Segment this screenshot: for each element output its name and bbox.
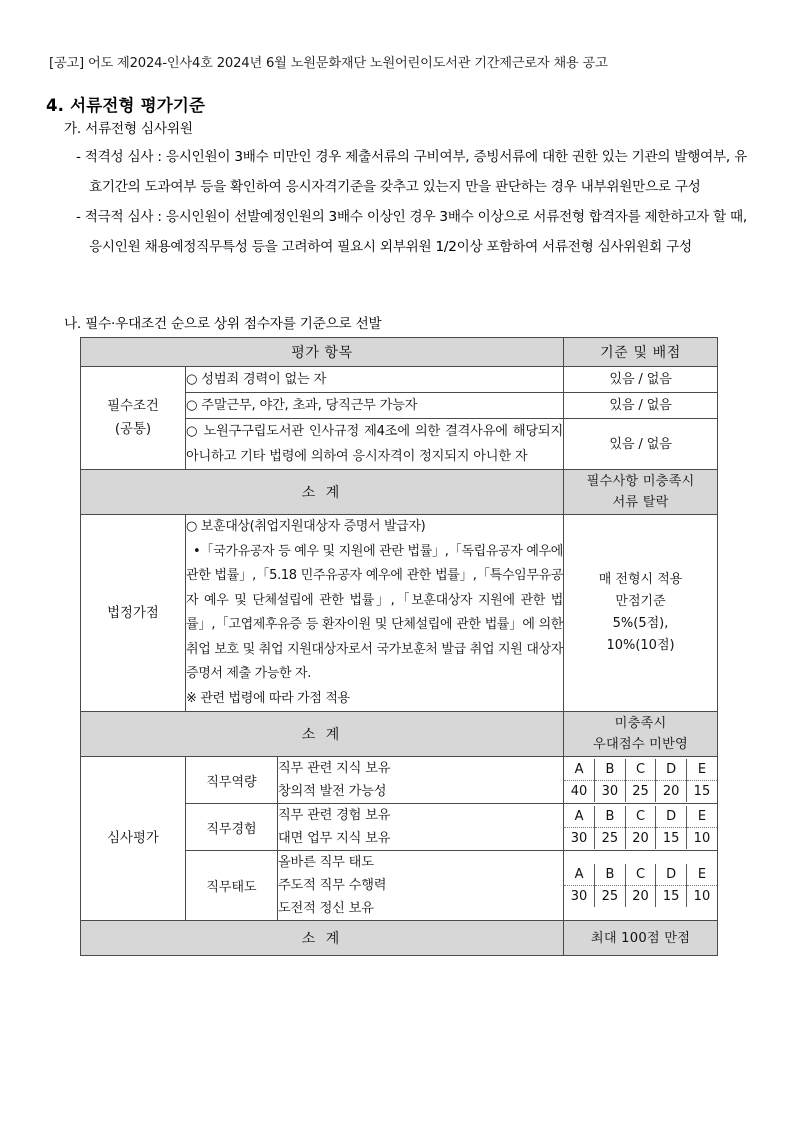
grade-letter: C <box>625 759 656 781</box>
eval-item: 대면 업무 지식 보유 <box>278 831 391 846</box>
legal-bonus-criteria <box>564 515 718 712</box>
eval-group-name-0: 직무역량 <box>186 757 278 804</box>
grade-letters-row <box>564 864 717 886</box>
grade-score: 15 <box>693 783 711 799</box>
category-evaluation: 심사평가 <box>81 757 186 921</box>
required-subtotal-criteria <box>564 470 718 515</box>
grade-letter: D <box>656 864 687 886</box>
grade-letter: A <box>564 806 595 828</box>
grade-score: 15 <box>656 886 687 908</box>
subsection-b-title: 나. 필수·우대조건 순으로 상위 점수자를 기준으로 선발 <box>64 316 382 332</box>
table-row-subtotal <box>81 470 718 515</box>
grade-grid <box>564 806 717 849</box>
grade-scores-row <box>564 827 717 849</box>
bullet-qualification-review: - 적격성 심사 : 응시인원이 3배수 미만인 경우 제출서류의 구비여부, 증빙서류에 대한 권한 있는 기관의 발행여부, 유효기간의 도과여부 등을 확인하여 응시자격기준을 갖추고 있는지 만을 판단하는 경우 내부위원만으로 구성 <box>76 149 747 195</box>
category-required-label: 필수조건 <box>107 399 159 414</box>
required-subtotal-label: 소 계 <box>81 470 564 515</box>
legal-criteria-line-1: 매 전형시 적용 <box>598 572 683 587</box>
grade-scores-row <box>564 780 717 802</box>
evaluation-criteria-table <box>80 337 718 956</box>
legal-bonus-statutes: •「국가유공자 등 예우 및 지원에 관란 법률」,「독립유공자 예우에 관한 법률」,「5.18 민주유공자 예우에 관한 법률」,「특수임무유공자 예우 및 단체설립에 관한 법률」,「보훈대상자 지원에 관한 법률」,「고엽제후유증 등 환자이원 및 단체설립에 관한 법률」에 의한 취업 보호 및 취업 지원대상자로서 국가보훈처 발급 취업 지원 대상자 증명서 제출 가능한 자. <box>186 543 564 681</box>
legal-criteria-line-4: 10%(10점) <box>606 638 675 653</box>
category-required <box>81 367 186 470</box>
legal-bonus-intro: ○ 보훈대상(취업지원대상자 증명서 발급자) <box>186 519 426 534</box>
required-subtotal-line1: 필수사항 미충족시 <box>586 474 695 489</box>
eval-scores-1 <box>564 804 718 851</box>
table-header-row <box>81 338 718 367</box>
grade-letter: A <box>564 759 595 781</box>
eval-group-items-1 <box>278 804 564 851</box>
grade-letter: A <box>564 864 595 886</box>
page-title: 4. 서류전형 평가기준 <box>46 96 206 115</box>
required-item-3: ○ 노원구구립도서관 인사규정 제4조에 의한 결격사유에 해당되지 아니하고 기타 법령에 의하여 응시자격이 정지되지 아니한 자 <box>186 419 564 470</box>
legal-subtotal-line1: 미충족시 <box>614 716 667 731</box>
table-row-subtotal <box>81 712 718 757</box>
legal-criteria-line-2: 만점기준 <box>615 594 666 609</box>
evaluation-subtotal-label: 소 계 <box>81 921 564 956</box>
grade-letter: D <box>656 806 687 828</box>
grade-letters-row <box>564 759 717 781</box>
eval-item: 올바른 직무 태도 <box>278 855 374 870</box>
grade-letter: B <box>595 864 626 886</box>
eval-item: 창의적 발전 가능성 <box>278 784 387 799</box>
evaluation-criteria-table-wrapper <box>80 337 717 956</box>
grade-score: 20 <box>625 886 656 908</box>
category-legal-bonus: 법정가점 <box>81 515 186 712</box>
grade-letter: B <box>595 759 626 781</box>
required-subtotal-line2: 서류 탈락 <box>612 495 669 510</box>
grade-grid <box>564 864 717 907</box>
eval-item: 주도적 직무 수행력 <box>278 878 387 893</box>
grade-score: 30 <box>564 886 595 908</box>
legal-subtotal-label: 소 계 <box>81 712 564 757</box>
eval-item: 직무 관련 지식 보유 <box>278 761 391 776</box>
eval-group-name-1: 직무경험 <box>186 804 278 851</box>
table-row <box>81 757 718 804</box>
evaluation-subtotal-criteria: 최대 100점 만점 <box>564 921 718 956</box>
grade-score: 40 <box>564 780 595 802</box>
category-required-sub: (공통) <box>114 422 152 437</box>
grade-letter: E <box>686 759 717 781</box>
grade-score: 30 <box>564 827 595 849</box>
eval-group-name-2: 직무태도 <box>186 851 278 921</box>
table-row <box>81 515 718 712</box>
legal-bonus-description <box>186 515 564 712</box>
header-criteria-points: 기준 및 배점 <box>564 338 718 367</box>
legal-subtotal-line2: 우대점수 미반영 <box>593 737 688 752</box>
grade-score: 20 <box>656 780 687 802</box>
grade-letter: C <box>625 806 656 828</box>
table-row-subtotal <box>81 921 718 956</box>
grade-letter: E <box>686 864 717 886</box>
grade-letter: D <box>656 759 687 781</box>
grade-score: 25 <box>625 780 656 802</box>
grade-letters-row <box>564 806 717 828</box>
intro-paragraphs <box>64 119 764 262</box>
grade-scores-row <box>564 886 717 908</box>
grade-letter: B <box>595 806 626 828</box>
legal-criteria-line-3: 5%(5점), <box>612 616 669 631</box>
eval-scores-2 <box>564 851 718 921</box>
eval-item: 도전적 정신 보유 <box>278 901 374 916</box>
required-item-2: ○ 주말근무, 야간, 초과, 당직근무 가능자 <box>186 393 564 419</box>
grade-letter: C <box>625 864 656 886</box>
grade-letter: E <box>686 806 717 828</box>
eval-group-items-2 <box>278 851 564 921</box>
grade-score: 25 <box>595 827 626 849</box>
eval-scores-0 <box>564 757 718 804</box>
grade-score: 20 <box>625 827 656 849</box>
eval-item: 직무 관련 경험 보유 <box>278 808 391 823</box>
bullet-active-review: - 적극적 심사 : 응시인원이 선발예정인원의 3배수 이상인 경우 3배수 이상으로 서류전형 합격자를 제한하고자 할 때, 응시인원 채용예정직무특성 등을 고려하여 필요시 외부위원 1/2이상 포함하여 서류전형 심사위원회 구성 <box>76 209 747 255</box>
required-criteria-3: 있음 / 없음 <box>564 419 718 470</box>
grade-score: 15 <box>656 827 687 849</box>
legal-bonus-note: ※ 관련 법령에 따라 가점 적용 <box>186 690 350 706</box>
grade-score: 10 <box>693 889 711 904</box>
table-row <box>81 367 718 393</box>
required-criteria-1: 있음 / 없음 <box>564 367 718 393</box>
legal-subtotal-criteria <box>564 712 718 757</box>
header-evaluation-items: 평가 항목 <box>81 338 564 367</box>
document-header-line: [공고] 어도 제2024-인사4호 2024년 6월 노원문화재단 노원어린이도서관 기간제근로자 채용 공고 <box>49 56 608 71</box>
grade-score: 25 <box>595 886 626 908</box>
grade-score: 10 <box>693 830 711 846</box>
eval-group-items-0 <box>278 757 564 804</box>
grade-score: 30 <box>595 780 626 802</box>
subsection-a-title: 가. 서류전형 심사위원 <box>64 121 193 137</box>
grade-grid <box>564 759 717 802</box>
required-criteria-2: 있음 / 없음 <box>564 393 718 419</box>
required-item-1: ○ 성범죄 경력이 없는 자 <box>186 367 564 393</box>
